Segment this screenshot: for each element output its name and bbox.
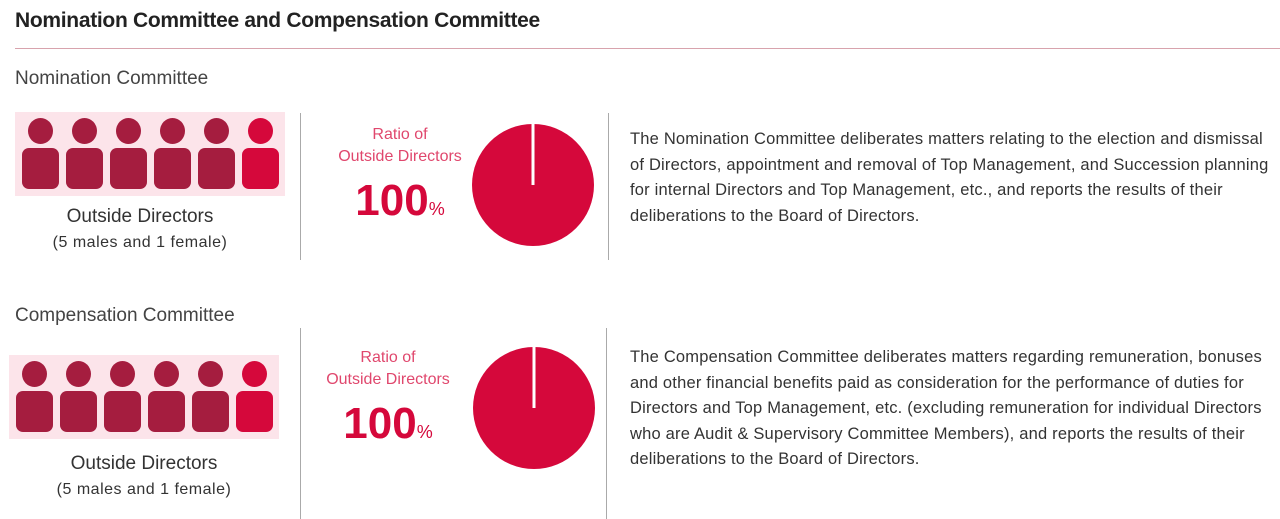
divider — [606, 328, 607, 519]
ratio-value: 100% — [355, 176, 445, 225]
male-person-icon — [22, 118, 59, 196]
ratio-block — [300, 124, 500, 234]
ratio-value: 100% — [343, 399, 433, 448]
directors-caption — [9, 453, 279, 499]
ratio-pie-chart — [471, 123, 595, 247]
male-person-icon — [60, 361, 97, 439]
directors-caption — [5, 206, 275, 252]
caption-detail: (5 males and 1 female) — [52, 234, 228, 251]
male-person-icon — [148, 361, 185, 439]
ratio-label: Outside Directors — [338, 148, 462, 165]
caption-title: Outside Directors — [70, 453, 218, 474]
male-person-icon — [110, 118, 147, 196]
nomination-description: The Nomination Committee deliberates matters relating to the election and dismissal of Directors, appointment and removal of Top Management, and Succession planning for internal Directors and Top Management, etc., and reports the results of their deliberations to the Board of Directors. — [630, 130, 1269, 225]
caption-title: Outside Directors — [66, 206, 214, 227]
directors-icons — [15, 112, 285, 196]
ratio-label: Ratio of — [360, 349, 416, 366]
caption-detail: (5 males and 1 female) — [56, 481, 232, 498]
page-title: Nomination Committee and Compensation Committee — [15, 9, 540, 32]
male-person-icon — [192, 361, 229, 439]
male-person-icon — [198, 118, 235, 196]
ratio-label: Outside Directors — [326, 371, 450, 388]
nomination-heading: Nomination Committee — [15, 68, 209, 89]
female-person-icon — [242, 118, 279, 196]
ratio-pie-chart — [472, 346, 596, 470]
male-person-icon — [104, 361, 141, 439]
male-person-icon — [16, 361, 53, 439]
compensation-heading: Compensation Committee — [15, 305, 235, 326]
compensation-description: The Compensation Committee deliberates matters regarding remuneration, bonuses and other financial benefits paid as consideration for the performance of duties for Directors and Top Management, etc. (excluding remuneration for individual Directors who are Audit & Supervisory Committee Members), and reports the results of their deliberations to the Board of Directors. — [630, 348, 1262, 468]
ratio-label: Ratio of — [372, 126, 428, 143]
divider — [608, 113, 609, 260]
male-person-icon — [154, 118, 191, 196]
directors-icons — [9, 355, 279, 439]
title-divider — [15, 48, 1280, 49]
male-person-icon — [66, 118, 103, 196]
female-person-icon — [236, 361, 273, 439]
ratio-block — [288, 347, 488, 457]
